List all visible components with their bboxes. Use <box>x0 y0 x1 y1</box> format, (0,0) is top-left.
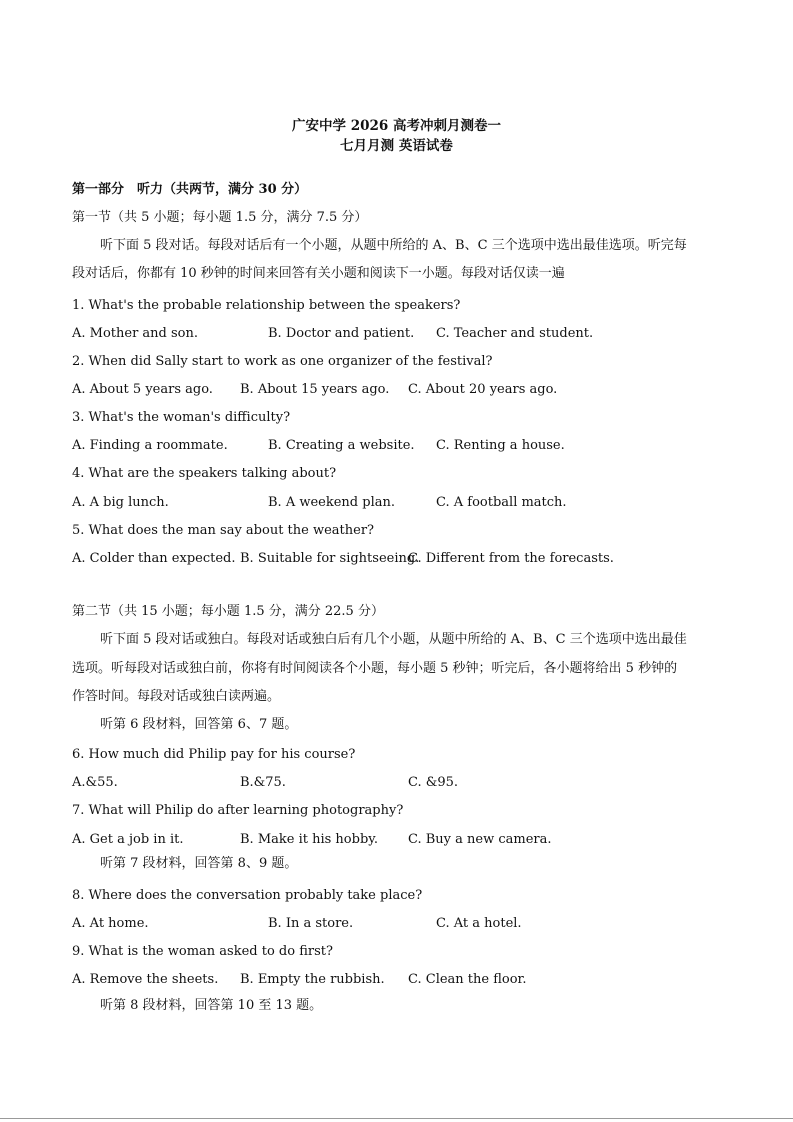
option-b: B. A weekend plan. <box>268 495 395 510</box>
option-b: B. Make it his hobby. <box>240 832 379 847</box>
option-a: A.&55. <box>72 775 118 790</box>
option-b: B. Creating a website. <box>268 438 415 453</box>
option-b: B. Doctor and patient. <box>268 326 415 341</box>
option-a: A. At home. <box>72 916 149 931</box>
material-note: 听第 8 段材料，回答第 10 至 13 题。 <box>100 998 323 1013</box>
question-stem: 6. How much did Philip pay for his course? <box>72 747 356 762</box>
option-a: A. Finding a roommate. <box>72 438 228 453</box>
option-c: C. A football match. <box>436 495 567 510</box>
material-note: 听第 6 段材料，回答第 6、7 题。 <box>100 717 298 732</box>
question-stem: 4. What are the speakers talking about? <box>72 466 337 481</box>
section1-instruction: 段对话后，你都有 10 秒钟的时间来回答有关小题和阅读下一小题。每段对话仅读一遍 <box>72 266 565 281</box>
question-stem: 3. What's the woman's difficulty? <box>72 410 291 425</box>
option-c: C. Clean the floor. <box>408 972 527 987</box>
material-note: 听第 7 段材料，回答第 8、9 题。 <box>100 856 298 871</box>
option-a: A. Mother and son. <box>72 326 199 341</box>
option-c: C. At a hotel. <box>436 916 522 931</box>
page-title-line2: 七月月测 英语试卷 <box>340 138 453 154</box>
option-c: C. About 20 years ago. <box>408 382 558 397</box>
option-b: B. Suitable for sightseeing. <box>240 551 420 566</box>
question-stem: 7. What will Philip do after learning photography? <box>72 803 404 818</box>
option-c: C. Buy a new camera. <box>408 832 552 847</box>
option-a: A. Colder than expected. <box>72 551 236 566</box>
option-b: B.&75. <box>240 775 286 790</box>
question-stem: 9. What is the woman asked to do first? <box>72 944 333 959</box>
question-stem: 8. Where does the conversation probably take place? <box>72 888 423 903</box>
option-c: C. &95. <box>408 775 458 790</box>
option-b: B. About 15 years ago. <box>240 382 390 397</box>
page-bottom-rule <box>0 1118 793 1119</box>
option-c: C. Renting a house. <box>436 438 565 453</box>
option-b: B. In a store. <box>268 916 354 931</box>
question-stem: 1. What's the probable relationship between the speakers? <box>72 298 461 313</box>
section2-instruction: 作答时间。每段对话或独白读两遍。 <box>72 689 281 704</box>
section2-instruction: 听下面 5 段对话或独白。每段对话或独白后有几个小题，从题中所给的 A、B、C 三个选项中选出最佳 <box>100 632 687 647</box>
section2-heading: 第二节（共 15 小题；每小题 1.5 分，满分 22.5 分） <box>72 604 384 619</box>
section2-instruction: 选项。听每段对话或独白前，你将有时间阅读各个小题，每小题 5 秒钟；听完后，各小题将给出 5 秒钟的 <box>72 661 678 676</box>
option-b: B. Empty the rubbish. <box>240 972 385 987</box>
part1-heading: 第一部分 听力（共两节，满分 30 分） <box>72 182 308 197</box>
option-a: A. About 5 years ago. <box>72 382 213 397</box>
page-title-line1: 广安中学 2026 高考冲刺月测卷一 <box>292 118 501 134</box>
section1-heading: 第一节（共 5 小题；每小题 1.5 分，满分 7.5 分） <box>72 210 368 225</box>
question-stem: 2. When did Sally start to work as one organizer of the festival? <box>72 354 493 369</box>
option-c: C. Teacher and student. <box>436 326 594 341</box>
option-a: A. Get a job in it. <box>72 832 184 847</box>
section1-instruction: 听下面 5 段对话。每段对话后有一个小题，从题中所给的 A、B、C 三个选项中选出最佳选项。听完每 <box>100 238 687 253</box>
option-a: A. Remove the sheets. <box>72 972 219 987</box>
question-stem: 5. What does the man say about the weather? <box>72 523 375 538</box>
option-a: A. A big lunch. <box>72 495 169 510</box>
option-c: C. Different from the forecasts. <box>408 551 614 566</box>
